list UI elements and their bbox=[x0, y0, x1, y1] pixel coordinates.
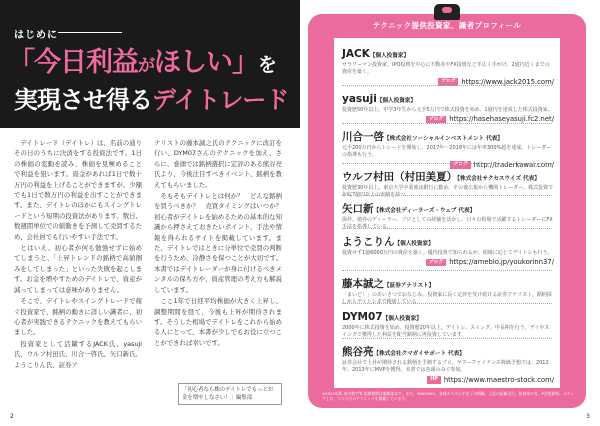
profile-name: 矢口新 bbox=[342, 203, 374, 215]
profile-url[interactable]: https://www.jack2015.com/ bbox=[461, 77, 554, 86]
intro-rule bbox=[58, 32, 122, 33]
profile-role: 【株式会社ソーシャルインベストメント 代表】 bbox=[384, 136, 503, 142]
profile-entry bbox=[342, 272, 554, 307]
profile-name: ようこりん bbox=[342, 236, 395, 248]
profile-desc: サラリーマン投資家。IPO投資を中心に不動産やFX投資など手広く手がけ、2億円近くまでの資産を築く。 bbox=[342, 62, 550, 76]
paragraph: ここ1年で日経平均株価が大きく上昇し、調整期間を経て、今後も上昇が期待されます。そうした相場でデイトレをこれから始める人にとって、本書が少しでもお役に立つことができれば幸いです。 bbox=[154, 297, 282, 347]
profile-desc: 投資せず1億6000万円の資産を築く。優待投資で知られるが、相場に応じてデイトレも行う。 bbox=[342, 250, 553, 256]
divider bbox=[342, 270, 552, 271]
profile-role: 【株式会社サクセスウイズ 代表】 bbox=[457, 176, 540, 182]
profile-role: 【個人投資家】 bbox=[376, 98, 417, 104]
profile-url[interactable]: https://www.maestro-stock.com/ bbox=[443, 375, 554, 384]
title-plain: 実現させ得る bbox=[14, 86, 152, 114]
divider bbox=[342, 228, 552, 229]
profile-desc: 元手200万円からトレードを開始し、2017年～2018年には年率300%超を達成。トレーダーの指導も行う。 bbox=[342, 145, 552, 159]
profile-role: 【株式会社クマガイサポート 代表】 bbox=[373, 351, 465, 357]
profile-entry bbox=[342, 87, 554, 123]
profile-name: 川合一啓 bbox=[342, 131, 384, 143]
profile-role: 【個人投資家】 bbox=[369, 53, 410, 59]
divider bbox=[342, 163, 552, 164]
divider bbox=[342, 303, 552, 304]
hp-tag: HP bbox=[427, 376, 441, 384]
divider bbox=[342, 195, 552, 196]
page-number-left: 2 bbox=[10, 413, 14, 420]
blog-tag: ブログ bbox=[438, 78, 458, 86]
profile-header: テクニック提供投資家、識者プロフィール bbox=[372, 21, 522, 30]
paragraph: そもそもデイトレとは何か？ どんな銘柄を買うべきか？ 売買タイミングはいつか？ 初心者がデイトレを始めるための基本的な知識から押さえておきたいポイント、手法や情報を得られるサイトを掲載しています。また、デイトレではときに分単位で売買の判断を行うため、冷静さを保つことが大切です。本書ではデイトレーダーが身に付けるべきメンタルの保ち方や、資産管理の考え方も解説しています。 bbox=[154, 192, 289, 294]
blog-tag: ブログ bbox=[426, 259, 446, 267]
title-line-2 bbox=[14, 80, 288, 115]
title-part-b: ほしい bbox=[154, 47, 232, 78]
editor-note: 「初心者なら株のデイトレでもっとお金を増やしなさい！」編集部 bbox=[178, 383, 282, 405]
profile-sheet bbox=[334, 38, 560, 388]
profile-desc: 2000年に株式投資を始め、投資歴20年以上。デイトレ、スイング、中長期を行う。デイやスイングで獲得した利益を配当銘柄に再投資しています。 bbox=[342, 325, 550, 339]
profile-name: DYM07 bbox=[342, 311, 383, 323]
divider bbox=[342, 85, 552, 86]
footnote: ※2024年版 表の数字等 投資期間は編集部まで。また、YWOOMO、各種カスタム手法了の掲載。上記の記載当日、投資家の方、P会投資家、メディア上に、マスタ方のテクニックを掲載しています。 bbox=[322, 391, 574, 402]
profile-role: 【個人投資家】 bbox=[394, 241, 434, 247]
profile-name: yasuji bbox=[342, 93, 377, 105]
paragraph: ナリストの藤本誠之氏のテクニックに改訂を行い、DYM07さんのテクニックを加え、さらに、巻頭では銘柄選択に定評のある熊谷亮氏より、今後注目すべきイベント、銘柄を教えてもらいました。 bbox=[154, 139, 282, 189]
profile-name: 熊谷亮 bbox=[342, 346, 374, 358]
divider bbox=[342, 338, 552, 339]
profile-role: 【証券アナリスト】 bbox=[384, 283, 435, 289]
right-page bbox=[300, 0, 600, 426]
profile-desc: 投資歴50年以上。中学3年生から元手5万円で株式投資を始め、1億円を達成した株式投資家。 bbox=[342, 107, 553, 113]
profile-desc: 「まいど！」のあいさつでおなじみ。投資家に長く定評を受け続ける証券アナリスト。銘柄探しからデイトレまで精通している。 bbox=[342, 292, 552, 306]
paragraph: とはいえ、初心者が何も勉強せずに始めてしまうと、「上昇トレンドの銘柄で高値掴みをしてしまった」といった失敗を起こします。お金を増やすためのデイトレで、資産が減ってしまっては意味がありません。 bbox=[14, 244, 142, 294]
blog-tag: ブログ bbox=[426, 116, 446, 124]
profile-role: 【株式会社ディーラーズ・ウェブ 代表】 bbox=[373, 208, 476, 214]
title-open-quote: 「 bbox=[8, 47, 34, 78]
divider bbox=[342, 123, 552, 124]
blog-tag: ブログ bbox=[450, 161, 470, 169]
paragraph: そこで、デイトレやスイングトレードで稼ぐ投資家で、銘柄の動きに詳しい識者に、初心者が実践できるテクニックを教えてもらいました。 bbox=[14, 297, 142, 337]
clip-hole bbox=[442, 7, 452, 13]
paragraph: デイトレード（デイトレ）は、名前の通りその日のうちに決済をする投資法です。1日の株価の変動を読み、株価を見極めることで利益を狙います。資金があれば1日で数十万円の利益を上げることができますが、少額でも1日で数万円の利益を出すことができます。また、デイトレのほかにもスイングトレードという短期の投資法があります。数日、数週間単位での値動きを予測して売買するため、会社員でも行いやすい手法です。 bbox=[14, 139, 142, 241]
profile-url[interactable]: https://hasehaseyasuji.fc2.net/ bbox=[449, 115, 554, 124]
title-line-1 bbox=[8, 40, 276, 79]
profile-entry bbox=[342, 197, 554, 232]
profile-entry bbox=[342, 340, 554, 384]
body-column-a bbox=[14, 138, 142, 371]
profile-desc: 証券会社で上昇が期待される銘柄を予測するプロ。ヤフーファイナンス株価予想では、2012年、2013年にMVPを獲得。本書では巻頭のみで参加。 bbox=[342, 360, 549, 374]
profile-role: 【個人投資家】 bbox=[382, 316, 422, 322]
body-column-b bbox=[154, 138, 289, 349]
title-wo: を bbox=[258, 54, 277, 76]
profile-entry bbox=[342, 305, 554, 340]
title-part-a: 今日利益 bbox=[34, 47, 138, 78]
page-number-right: 3 bbox=[586, 413, 590, 420]
profile-entry bbox=[342, 42, 554, 86]
profile-name: JACK bbox=[342, 48, 370, 60]
intro-label: はじめに bbox=[14, 30, 58, 41]
profile-desc: 投資歴30年以上。東京大学卒業後は銀行に勤め、その後広報から機関トレーダー。株式投資で年収7億円以上の実績を持つ。 bbox=[342, 185, 553, 199]
title-ga: が bbox=[138, 56, 154, 76]
title-pink: デイトレード bbox=[152, 86, 289, 114]
profile-url[interactable]: https://ameblo.jp/youkorinn37/ bbox=[449, 258, 554, 267]
profile-name: ウルフ村田（村田美夏） bbox=[342, 171, 458, 183]
title-close-quote: 」 bbox=[232, 47, 258, 78]
profile-name: 藤本誠之 bbox=[342, 278, 384, 290]
profile-desc: 海外、債券のディーラー、プロとしての経験を活かし、日々の相場で活躍するトレーダーにFX手法を指導している。 bbox=[342, 217, 553, 231]
profile-entry bbox=[342, 230, 554, 266]
paragraph: 投資家として活躍するJACK氏、yasuji氏、ウルフ村田氏、川合一啓氏、矢口新氏、ようこりん氏、証券ア bbox=[14, 339, 142, 369]
profile-url[interactable]: http://traderkawai.com/ bbox=[473, 160, 554, 169]
